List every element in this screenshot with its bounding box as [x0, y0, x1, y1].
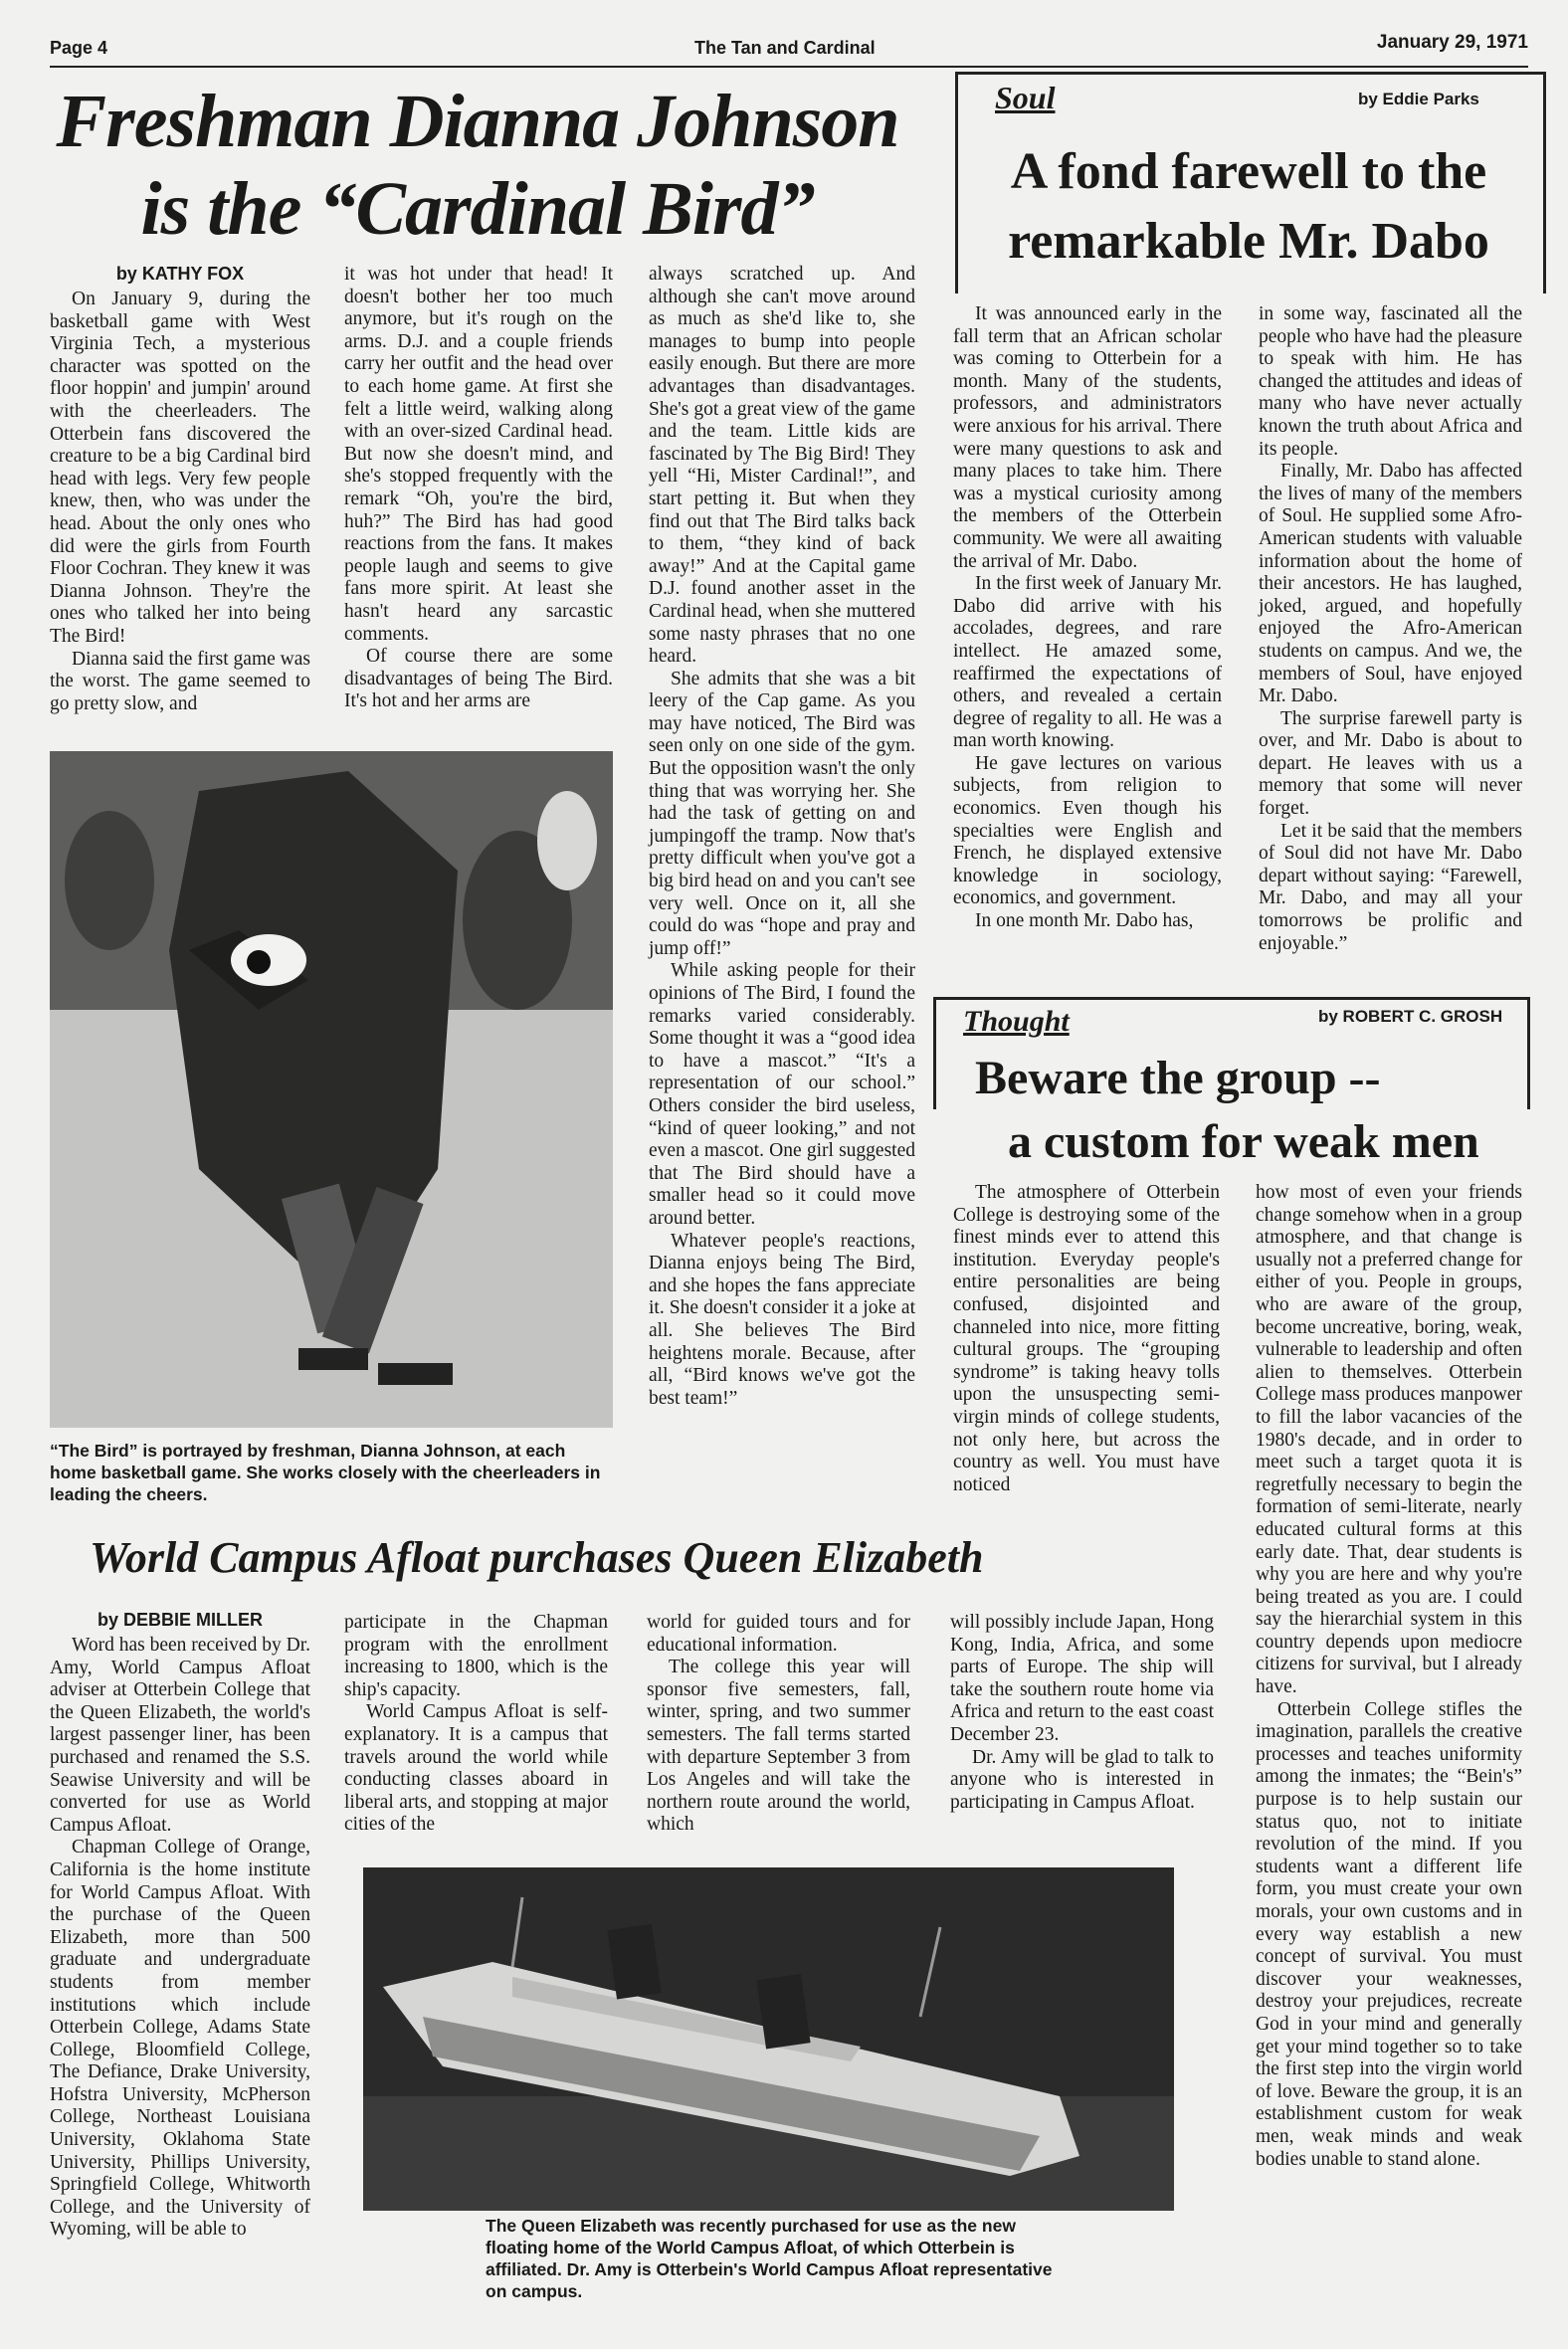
queen-elizabeth-photo: [363, 1867, 1174, 2211]
page-number: Page 4: [50, 38, 108, 58]
afloat-col3: [647, 1612, 910, 1837]
paragraph: Of course there are some disadvantages of being The Bird. It's hot and her arms are: [344, 646, 613, 712]
paragraph: in some way, fascinated all the people who have had the pleasure to speak with him. He has changed the attitudes and ideas of many who have never actually known the truth about Africa and its people.: [1259, 303, 1522, 460]
thought-section-label: Thought: [963, 1005, 1070, 1038]
thought-headline: [940, 1047, 1537, 1174]
bird-photo-caption: “The Bird” is portrayed by freshman, Dianna Johnson, at each home basketball game. She works closely with the cheerleaders in leading the cheers.: [50, 1441, 601, 1504]
soul-col2: [1259, 303, 1522, 955]
soul-headline-line1: A fond farewell to the: [1010, 143, 1487, 200]
masthead: [50, 32, 1528, 68]
bird-col1-text: [50, 289, 310, 715]
paragraph: participate in the Chapman program with the enrollment increasing to 1800, which is the ship's capacity.: [344, 1612, 608, 1700]
thought-byline: by ROBERT C. GROSH: [1318, 1007, 1503, 1026]
afloat-col4: [950, 1612, 1214, 1814]
paragraph: He gave lectures on various subjects, from religion to economics. Even though his specialties were English and French, he displayed extensive knowledge in sociology, economics, and government.: [953, 752, 1222, 909]
paragraph: Dianna said the first game was the worst. The game seemed to go pretty slow, and: [50, 648, 310, 714]
bird-col3: [649, 264, 915, 1410]
paragraph: Whatever people's reactions, Dianna enjoys being The Bird, and she hopes the fans appreciate it. She doesn't consider it a joke at all. She believes The Bird heightens morale. Because, after all, “Bird knows we've got the best team!”: [649, 1230, 915, 1409]
bird-headline-line1: Freshman Dianna Johnson: [56, 80, 899, 163]
paragraph: Dr. Amy will be glad to talk to anyone who is interested in participating in Campus Afloat.: [950, 1746, 1214, 1813]
paper-name: The Tan and Cardinal: [694, 38, 876, 58]
paragraph: She admits that she was a bit leery of the Cap game. As you may have noticed, The Bird was seen only on one side of the gym. But the opposition wasn't the only thing that was worrying her. She had the task of getting on and jumpingoff the tramp. Now that's pretty difficult when you've got a big bird head on and you can't see very well. Once on it, all she could do was “hope and pray and jump off!”: [649, 668, 915, 959]
paragraph: On January 9, during the basketball game with West Virginia Tech, a mysterious character was spotted on the floor hoppin' and jumpin' around with the cheerleaders. The Otterbein fans discovered the creature to be a big Cardinal bird head with legs. Very few people knew, then, who was under the head. About the only ones who did were the girls from Fourth Floor Cochran. They knew it was Dianna Johnson. They're the ones who talked her into being The Bird!: [50, 289, 310, 647]
afloat-byline: by DEBBIE MILLER: [97, 1610, 263, 1630]
bird-col1: [50, 264, 310, 715]
paragraph: world for guided tours and for educational information.: [647, 1612, 910, 1656]
ship-illustration: [363, 1867, 1174, 2211]
afloat-col1-text: [50, 1635, 310, 2242]
paragraph: Finally, Mr. Dabo has affected the lives of many of the members of Soul. He supplied some Afro-American students with valuable information about the home of their ancestors. He has laughed, joked, argued, and hopefully enjoyed the Afro-American students on campus. And we, the members of Soul, have enjoyed Mr. Dabo.: [1259, 461, 1522, 707]
paragraph: While asking people for their opinions of The Bird, I found the remarks varied considerably. Some thought it was a “good idea to have a mascot.” “It's a representation of our school.” Others consider the bird useless, “kind of queer looking,” and not even a mascot. One girl suggested that The Bird should have a smaller head so it could move around better.: [649, 960, 915, 1229]
thought-col2: [1256, 1182, 1522, 2171]
thought-headline-line1: Beware the group --: [975, 1052, 1381, 1104]
thought-headline-line2: a custom for weak men: [1008, 1115, 1479, 1168]
paragraph: it was hot under that head! It doesn't bother her too much anymore, but it's rough on the arms. D.J. and a couple friends carry her outfit and the head over to each home game. At first she felt a little weird, walking along with an over-sized Cardinal head. But now she doesn't mind, and she's stopped frequently with the remark “Oh, you're the bird, huh?” The Bird has had good reactions from the fans. It makes people laugh and seems to give fans more spirit. At least she hasn't heard any sarcastic comments.: [344, 264, 613, 645]
cardinal-bird-photo: [50, 751, 613, 1428]
bird-headline-line2: is the “Cardinal Bird”: [140, 167, 815, 251]
paragraph: In the first week of January Mr. Dabo did arrive with his accolades, degrees, and rare intellect. He amazed some, reaffirmed the expectations of others, and revealed a certain degree of regality to all. He was a man worth knowing.: [953, 573, 1222, 752]
soul-headline-line2: remarkable Mr. Dabo: [1008, 213, 1489, 270]
soul-headline: [960, 137, 1537, 277]
paragraph: It was announced early in the fall term that an African scholar was coming to Otterbein for a month. Many of the students, professors, and administrators were anxious for his arrival. There were many questions to ask and many places to take him. There was a mystical curiosity among the members of the Otterbein community. We were all awaiting the arrival of Mr. Dabo.: [953, 303, 1222, 572]
paragraph: World Campus Afloat is self-explanatory. It is a campus that travels around the world while conducting classes aboard in liberal arts, and stopping at major cities of the: [344, 1701, 608, 1836]
bird-headline: [50, 78, 905, 253]
soul-col1: [953, 303, 1222, 933]
paragraph: will possibly include Japan, Hong Kong, India, Africa, and some parts of Europe. The ship will take the southern route home via Africa and return to the east coast December 23.: [950, 1612, 1214, 1745]
thought-col1: [953, 1182, 1220, 1496]
paragraph: how most of even your friends change somehow when in a group atmosphere, and that change is usually not a preferred change for either of you. People in groups, who are aware of the group, become uncreative, boring, weak, vulnerable to leadership and often alien to themselves. Otterbein College mass produces manpower to fill the labor vacancies of the 1980's decade, and in order to meet such a target quota it is regretfully necessary to begin the formation of semi-literate, nearly educated cultural forms at this early date. That, dear students is why you are here and why you're being treated as you are. I could say the hierarchial system in this country depends upon mediocre citizens for survival, but I already have.: [1256, 1182, 1522, 1698]
afloat-col1: [50, 1610, 310, 2242]
bird-col2: [344, 264, 613, 713]
paragraph: Chapman College of Orange, California is the home institute for World Campus Afloat. With the purchase of the Queen Elizabeth, more than 500 graduate and undergraduate students from member institutions which include Otterbein College, Adams State College, Bloomfield College, The Defiance, Drake University, Hofstra University, McPherson College, Northeast Louisiana University, Oklahoma State University, Phillips University, Springfield College, Whitworth College, and the University of Wyoming, will be able to: [50, 1837, 310, 2241]
afloat-col2: [344, 1612, 608, 1837]
paragraph: Let it be said that the members of Soul did not have Mr. Dabo depart without saying: “Farewell, Mr. Dabo, and may all your tomorrows be prolific and enjoyable.”: [1259, 820, 1522, 954]
soul-byline: by Eddie Parks: [1358, 90, 1479, 108]
issue-date: January 29, 1971: [1376, 32, 1528, 53]
paragraph: Otterbein College stifles the imagination, parallels the creative processes and teaches uniformity among the inmates; the “Bein's” purpose is to help sustain our status quo, not to initiate revolution of the mind. If you students want a different life form, you must create your own morals, your own customs and in every way establish a new concept of survival. You must discover your weaknesses, destroy your prejudices, recreate God in your mind and generally get your mind together so to take the first step into the virgin world of love. Beware the group, it is an establishment custom for weak men, weak minds and weak bodies unable to stand alone.: [1256, 1698, 1522, 2170]
ship-photo-caption: The Queen Elizabeth was recently purchased for use as the new floating home of the World Campus Afloat, of which Otterbein is affiliated. Dr. Amy is Otterbein's World Campus Afloat representative on campus.: [486, 2216, 1053, 2301]
paragraph: The college this year will sponsor five semesters, fall, winter, spring, and two summer semesters. The fall terms started with departure September 3 from Los Angeles and will take the northern route around the world, which: [647, 1657, 910, 1836]
bird-byline: by KATHY FOX: [115, 264, 245, 284]
paragraph: The surprise farewell party is over, and Mr. Dabo is about to depart. He leaves with us a memory that some will never forget.: [1259, 707, 1522, 820]
paragraph: The atmosphere of Otterbein College is destroying some of the finest minds ever to attend this institution. Everyday people's entire personalities are being confused, disjointed and channeled into nice, more fitting cultural groups. The “grouping syndrome” is taking heavy tolls upon the unsuspecting semi-virgin minds of college students, not only here, but across the country as well. You must have noticed: [953, 1182, 1220, 1495]
paragraph: always scratched up. And although she can't move around as much as she'd like to, she manages to bump into people easily enough. But there are more advantages than disadvantages. She's got a great view of the game and the team. Little kids are fascinated by The Big Bird! They yell “Hi, Mister Cardinal!”, and start petting it. But when they find out that The Bird talks back to them, “they kind of back away!” And at the Capital game D.J. found another asset in the Cardinal head, when she muttered some nasty phrases that no one heard.: [649, 264, 915, 668]
paragraph: In one month Mr. Dabo has,: [975, 910, 1194, 932]
cardinal-bird-illustration: [50, 751, 613, 1428]
soul-section-label: Soul: [995, 80, 1056, 115]
afloat-headline: World Campus Afloat purchases Queen Elizabeth: [90, 1533, 984, 1582]
paragraph: Word has been received by Dr. Amy, World Campus Afloat adviser at Otterbein College that the Queen Elizabeth, the world's largest passenger liner, has been purchased and renamed the S.S. Seawise University and will be converted for use as World Campus Afloat.: [50, 1635, 310, 1836]
